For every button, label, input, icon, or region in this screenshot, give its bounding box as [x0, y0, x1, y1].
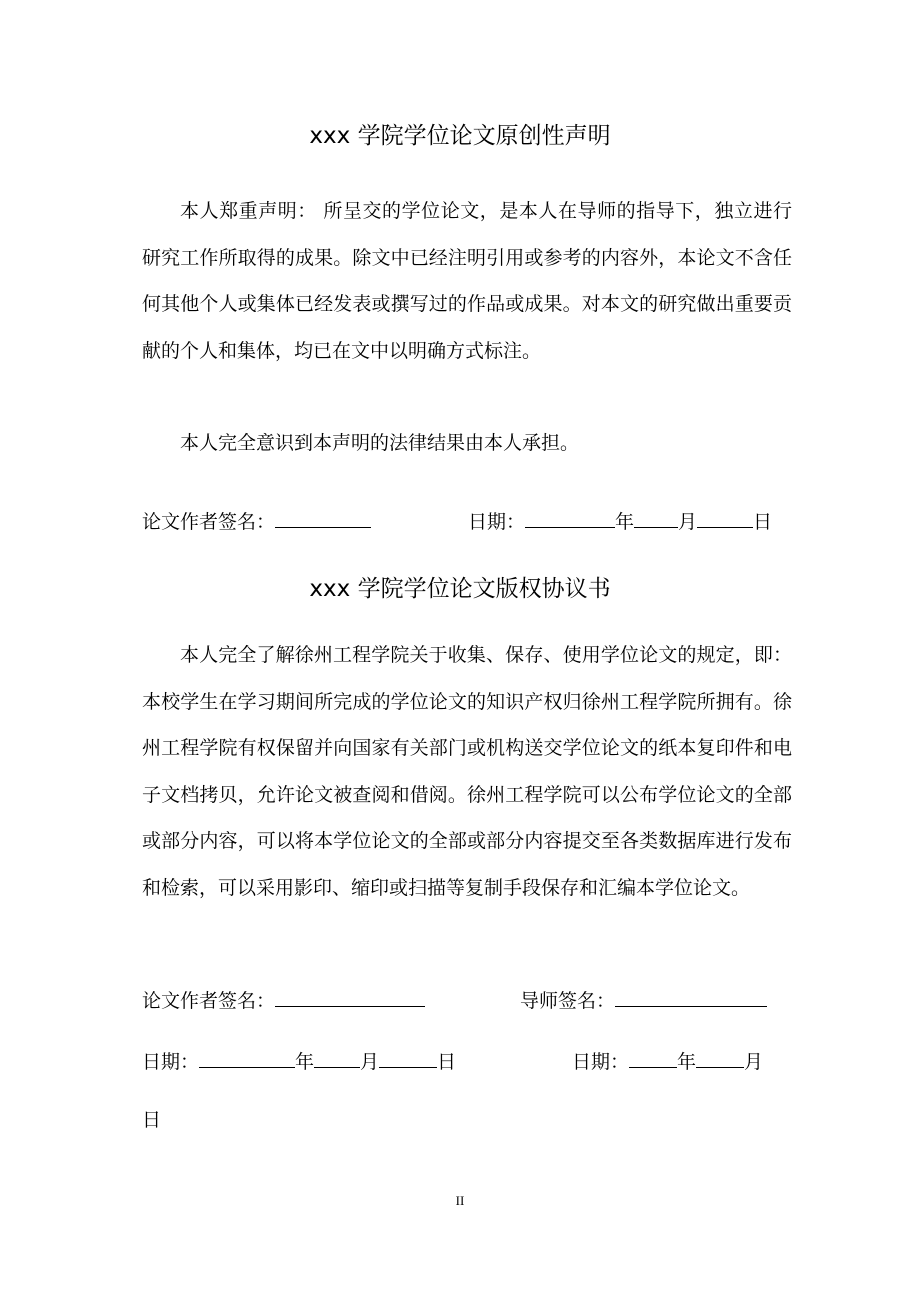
- year-label: 年: [295, 1051, 315, 1073]
- author-sign-blank[interactable]: [275, 505, 371, 528]
- year-blank[interactable]: [525, 505, 615, 528]
- declaration-paragraph-2: 本人完全意识到本声明的法律结果由本人承担。: [180, 432, 580, 454]
- copyright-advisor-day: [142, 1106, 161, 1134]
- date-label: 日期：: [142, 1051, 200, 1073]
- declaration-paragraph-1: 本人郑重声明： 所呈交的学位论文，是本人在导师的指导下，独立进行研究工作所取得的成果。除文中已经注明引用或参考的内容外，本论文不含任何其他个人或集体已经发表或撰写过的作品或成果。对本文的研究做出重要贡献的个人和集体，均已在文中以明确方式标注。: [142, 200, 792, 362]
- month-blank[interactable]: [314, 1045, 360, 1068]
- copyright-title: xxx 学院学位论文版权协议书: [309, 576, 611, 602]
- advisor-sign-label: 导师签名：: [520, 990, 616, 1012]
- day-label: 日: [437, 1051, 457, 1073]
- day-blank[interactable]: [697, 505, 753, 528]
- day-blank[interactable]: [379, 1045, 437, 1068]
- day-label: 日: [142, 1109, 162, 1131]
- copyright-author-signature: [142, 984, 425, 1015]
- copyright-author-date: [142, 1045, 456, 1076]
- author-sign-label: 论文作者签名：: [142, 511, 276, 533]
- copyright-advisor-signature: [520, 984, 767, 1015]
- date-label: 日期：: [572, 1051, 630, 1073]
- year-blank[interactable]: [629, 1045, 677, 1068]
- copyright-paragraph: 本人完全了解徐州工程学院关于收集、保存、使用学位论文的规定，即：本校学生在学习期间所完成的学位论文的知识产权归徐州工程学院所拥有。徐州工程学院有权保留并向国家有关部门或机构送交学位论文的纸本复印件和电子文档拷贝，允许论文被查阅和借阅。徐州工程学院可以公布学位论文的全部或部分内容，可以将本学位论文的全部或部分内容提交至各类数据库进行发布和检索，可以采用影印、缩印或扫描等复制手段保存和汇编本学位论文。: [142, 644, 792, 899]
- date-label: 日期：: [468, 511, 526, 533]
- page-number: II: [455, 1193, 465, 1208]
- month-label: 月: [678, 511, 698, 533]
- year-blank[interactable]: [199, 1045, 295, 1068]
- author-sign-blank[interactable]: [275, 984, 425, 1007]
- month-blank[interactable]: [696, 1045, 744, 1068]
- year-label: 年: [677, 1051, 697, 1073]
- copyright-advisor-date: [572, 1045, 763, 1076]
- author-sign-label: 论文作者签名：: [142, 990, 276, 1012]
- advisor-sign-blank[interactable]: [615, 984, 767, 1007]
- day-label: 日: [753, 511, 773, 533]
- year-label: 年: [615, 511, 635, 533]
- month-label: 月: [360, 1051, 380, 1073]
- month-blank[interactable]: [634, 505, 678, 528]
- month-label: 月: [744, 1051, 764, 1073]
- declaration-author-signature: [142, 505, 371, 536]
- declaration-date: [468, 505, 772, 536]
- declaration-title: xxx 学院学位论文原创性声明: [309, 123, 611, 149]
